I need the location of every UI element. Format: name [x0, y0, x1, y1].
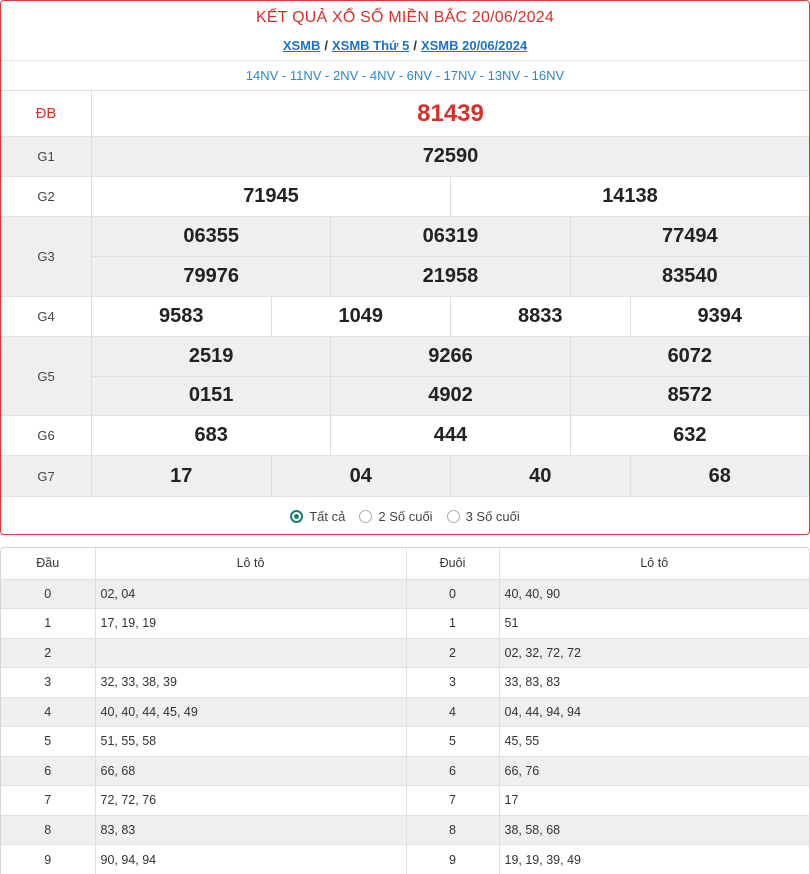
prize-numbers — [92, 297, 809, 336]
breadcrumb-date-link[interactable]: XSMB 20/06/2024 — [420, 38, 528, 53]
head-digit: 7 — [1, 786, 95, 816]
prize-numbers — [92, 177, 809, 216]
loto-row — [1, 786, 809, 816]
head-digit: 5 — [1, 727, 95, 757]
tail-loto-values: 51 — [499, 609, 809, 639]
prize-number: 683 — [194, 424, 228, 446]
prize-numbers — [92, 456, 809, 496]
special-prize-number: 81439 — [417, 99, 484, 127]
loto-card — [0, 547, 810, 874]
tail-loto-values: 66, 76 — [499, 756, 809, 786]
breadcrumb-weekday-link[interactable]: XSMB Thứ 5 — [332, 38, 410, 53]
prize-label: G2 — [1, 177, 92, 216]
prize-number: 68 — [630, 456, 810, 496]
prize-number: 6072 — [570, 337, 809, 376]
head-loto-values: 66, 68 — [95, 756, 406, 786]
tail-digit: 3 — [406, 668, 499, 698]
breadcrumb-separator: / — [413, 38, 417, 53]
prize-number: 14138 — [450, 177, 809, 216]
breadcrumb-separator: / — [324, 38, 328, 53]
prize-number: 4902 — [330, 377, 569, 416]
radio-icon — [359, 510, 372, 523]
prize-number: 9266 — [330, 337, 569, 376]
prize-line — [92, 217, 809, 256]
tail-digit: 7 — [406, 786, 499, 816]
prize-number: 1049 — [271, 297, 451, 336]
prize-row-g6 — [1, 416, 809, 456]
loto-row — [1, 609, 809, 639]
col-header-dau: Đầu — [1, 548, 95, 579]
prize-line — [92, 137, 809, 176]
prize-numbers — [92, 416, 809, 455]
prize-numbers — [92, 137, 809, 176]
loto-row — [1, 756, 809, 786]
col-header-loto: Lô tô — [499, 548, 809, 579]
filter-2-digits-radio[interactable] — [359, 509, 432, 524]
prize-label: G6 — [1, 416, 92, 455]
loto-row — [1, 638, 809, 668]
tail-loto-values: 19, 19, 39, 49 — [499, 845, 809, 874]
head-loto-values: 40, 40, 44, 45, 49 — [95, 697, 406, 727]
prize-number: 9583 — [159, 305, 204, 327]
head-loto-values — [95, 638, 406, 668]
loto-header-row — [1, 548, 809, 579]
prize-number: 04 — [271, 456, 451, 496]
tail-loto-values: 45, 55 — [499, 727, 809, 757]
head-digit: 1 — [1, 609, 95, 639]
head-loto-values: 72, 72, 76 — [95, 786, 406, 816]
head-digit: 8 — [1, 815, 95, 845]
prize-number: 9394 — [630, 297, 810, 336]
prize-line — [92, 376, 809, 416]
loto-row — [1, 579, 809, 609]
filter-2-digits-label: 2 Số cuối — [378, 508, 433, 524]
tail-digit: 9 — [406, 845, 499, 874]
prize-number: 83540 — [570, 257, 809, 296]
col-header-loto: Lô tô — [95, 548, 406, 579]
prize-row-g2 — [1, 177, 809, 217]
prize-line — [92, 456, 809, 496]
prize-number: 79976 — [183, 265, 239, 287]
head-loto-values: 83, 83 — [95, 815, 406, 845]
tail-digit: 0 — [406, 579, 499, 609]
page-title: KẾT QUẢ XỔ SỐ MIỀN BẮC 20/06/2024 — [256, 9, 554, 26]
tail-loto-values: 33, 83, 83 — [499, 668, 809, 698]
prize-number: 17 — [170, 464, 193, 487]
prize-number: 632 — [570, 416, 809, 455]
head-digit: 4 — [1, 697, 95, 727]
head-digit: 2 — [1, 638, 95, 668]
prize-label: G4 — [1, 297, 92, 336]
tail-digit: 1 — [406, 609, 499, 639]
prize-line — [92, 416, 809, 455]
prize-row-g7 — [1, 456, 809, 497]
prize-line — [92, 91, 809, 136]
loto-row — [1, 815, 809, 845]
tail-loto-values: 04, 44, 94, 94 — [499, 697, 809, 727]
prize-label: G3 — [1, 217, 92, 296]
prize-number: 0151 — [188, 384, 234, 407]
prize-number: 77494 — [570, 217, 809, 256]
breadcrumb-xsmb-link[interactable]: XSMB — [282, 38, 321, 53]
special-codes: 14NV - 11NV - 2NV - 4NV - 6NV - 17NV - 13NV - 16NV — [1, 61, 809, 91]
loto-row — [1, 727, 809, 757]
prize-table — [1, 91, 809, 497]
prize-numbers — [92, 217, 809, 296]
head-digit: 9 — [1, 845, 95, 874]
filter-3-digits-radio[interactable] — [447, 509, 520, 524]
head-loto-values: 17, 19, 19 — [95, 609, 406, 639]
prize-number: 8833 — [450, 297, 630, 336]
head-loto-values: 32, 33, 38, 39 — [95, 668, 406, 698]
radio-icon — [290, 510, 303, 523]
prize-number: 40 — [450, 456, 630, 496]
tail-loto-values: 38, 58, 68 — [499, 815, 809, 845]
filter-all-label: Tất cả — [309, 508, 346, 524]
breadcrumb — [1, 35, 809, 61]
tail-digit: 5 — [406, 727, 499, 757]
head-digit: 0 — [1, 579, 95, 609]
head-digit: 6 — [1, 756, 95, 786]
prize-line — [92, 177, 809, 216]
digit-filter — [1, 498, 809, 534]
prize-row-g1 — [1, 137, 809, 177]
prize-number: 71945 — [243, 185, 299, 207]
tail-digit: 6 — [406, 756, 499, 786]
prize-row-g5 — [1, 337, 809, 416]
loto-row — [1, 697, 809, 727]
head-loto-values: 02, 04 — [95, 579, 406, 609]
loto-table — [1, 548, 809, 874]
prize-number: 06355 — [183, 225, 239, 247]
prize-number: 72590 — [422, 145, 479, 167]
prize-label: ĐB — [1, 91, 92, 136]
loto-row — [1, 668, 809, 698]
prize-label: G1 — [1, 137, 92, 176]
head-loto-values: 90, 94, 94 — [95, 845, 406, 874]
prize-row-db — [1, 91, 809, 137]
col-header-duoi: Đuôi — [406, 548, 499, 579]
prize-number: 21958 — [330, 257, 569, 296]
prize-label: G5 — [1, 337, 92, 415]
tail-loto-values: 02, 32, 72, 72 — [499, 638, 809, 668]
prize-label: G7 — [1, 456, 92, 496]
prize-number: 06319 — [330, 217, 569, 256]
prize-line — [92, 337, 809, 376]
prize-row-g3 — [1, 217, 809, 297]
prize-row-g4 — [1, 297, 809, 337]
prize-line — [92, 256, 809, 296]
prize-numbers — [92, 91, 809, 136]
tail-digit: 2 — [406, 638, 499, 668]
radio-icon — [447, 510, 460, 523]
prize-number: 444 — [330, 416, 569, 455]
prize-number: 8572 — [570, 377, 809, 416]
filter-3-digits-label: 3 Số cuối — [465, 508, 520, 524]
prize-numbers — [92, 337, 809, 415]
loto-body — [1, 579, 809, 874]
prize-number: 2519 — [188, 344, 234, 367]
tail-loto-values: 40, 40, 90 — [499, 579, 809, 609]
head-digit: 3 — [1, 668, 95, 698]
tail-digit: 4 — [406, 697, 499, 727]
prize-line — [92, 297, 809, 336]
filter-all-radio[interactable] — [290, 509, 345, 524]
loto-row — [1, 845, 809, 874]
tail-loto-values: 17 — [499, 786, 809, 816]
head-loto-values: 51, 55, 58 — [95, 727, 406, 757]
tail-digit: 8 — [406, 815, 499, 845]
